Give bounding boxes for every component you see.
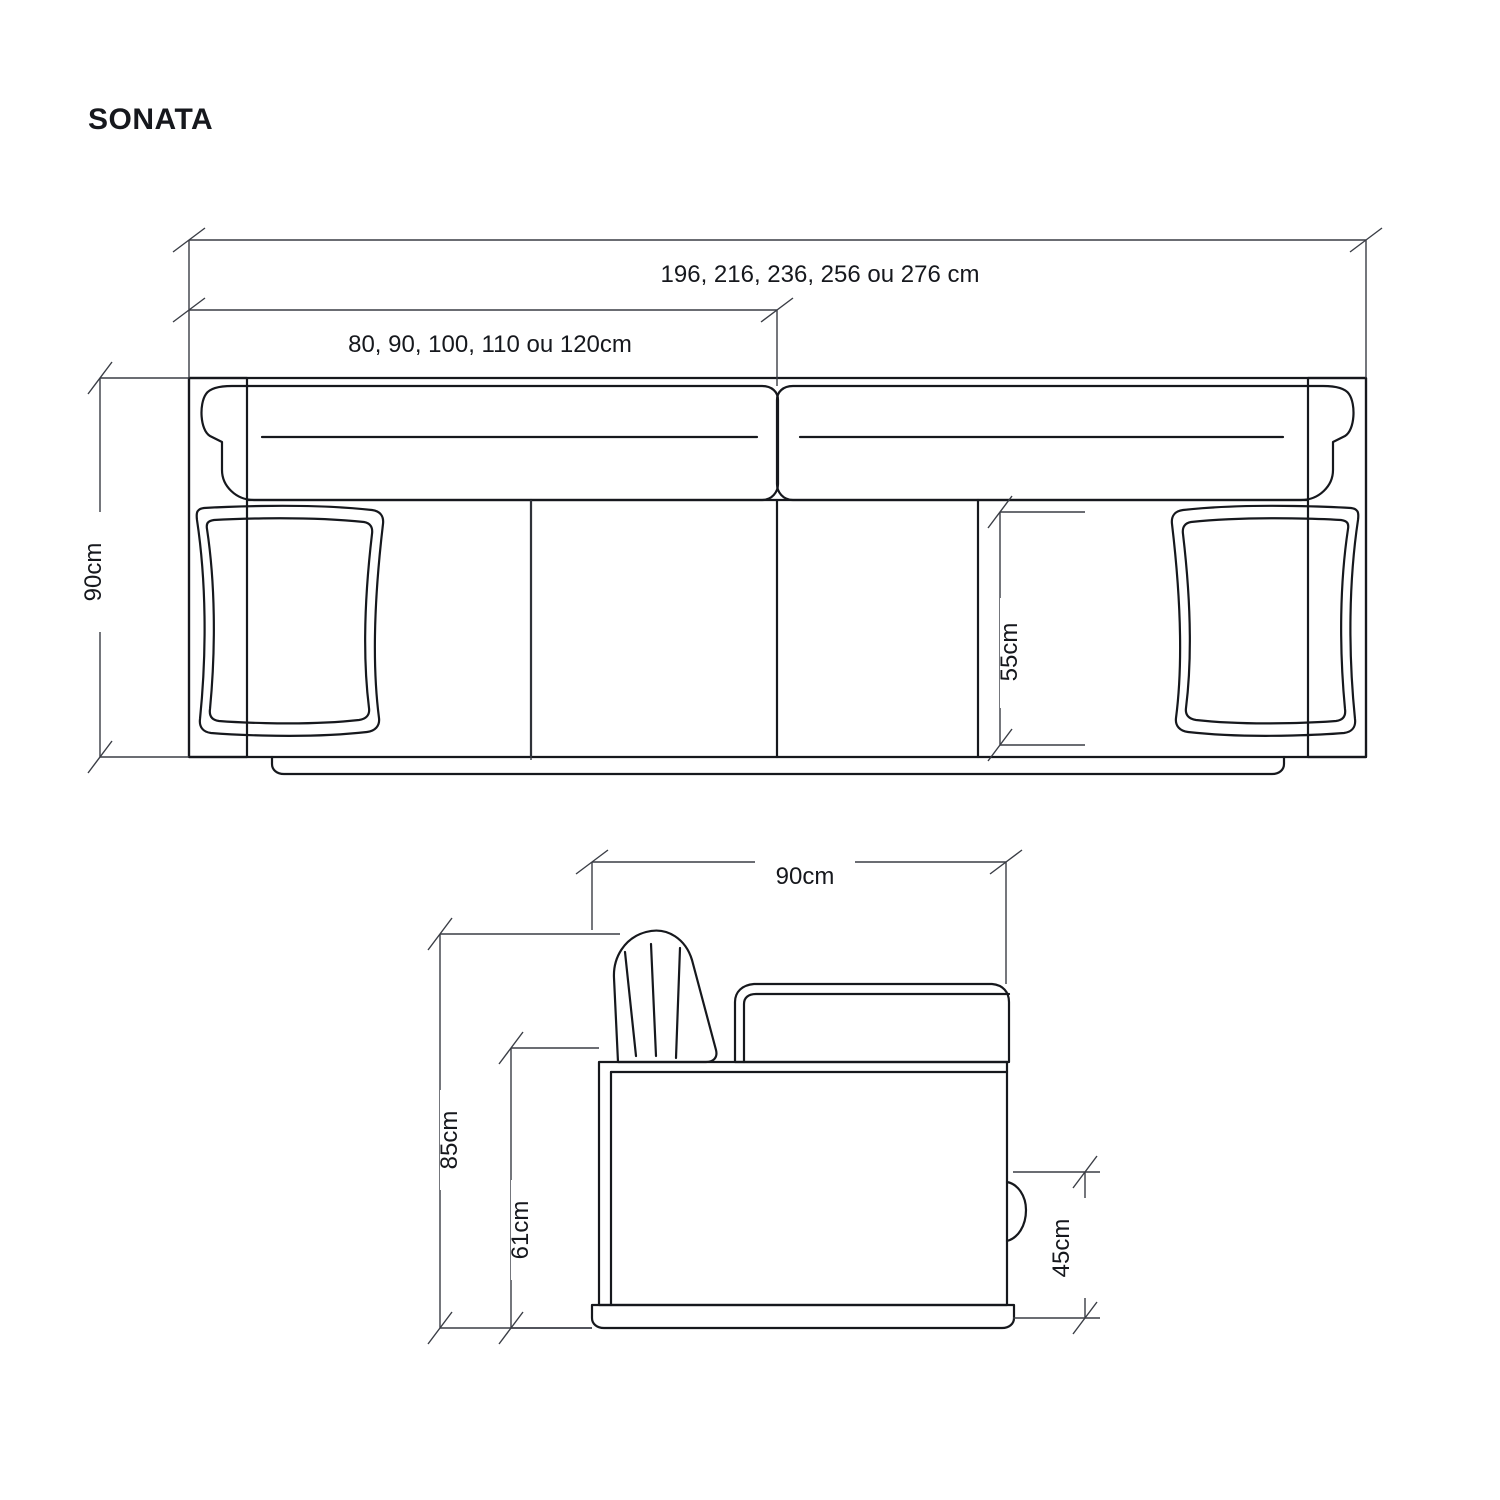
dim-back-height-label: 85cm [436, 1110, 463, 1170]
dimension-lines [88, 228, 1382, 1344]
dimension-labels [80, 258, 1086, 1298]
dim-total-width-label: 196, 216, 236, 256 ou 276 cm [660, 261, 980, 288]
dim-arm-height-label: 61cm [507, 1200, 534, 1260]
front-view-sofa [189, 378, 1366, 774]
side-view-sofa [592, 931, 1026, 1328]
dim-total-height-label: 90cm [80, 542, 107, 602]
dim-depth-label: 90cm [775, 863, 835, 890]
dim-seat-height-label: 45cm [1048, 1218, 1075, 1278]
dim-seat-width-label: 80, 90, 100, 110 ou 120cm [348, 331, 632, 358]
page-title: SONATA [88, 103, 214, 136]
dim-seat-depth-height-label: 55cm [996, 622, 1023, 682]
